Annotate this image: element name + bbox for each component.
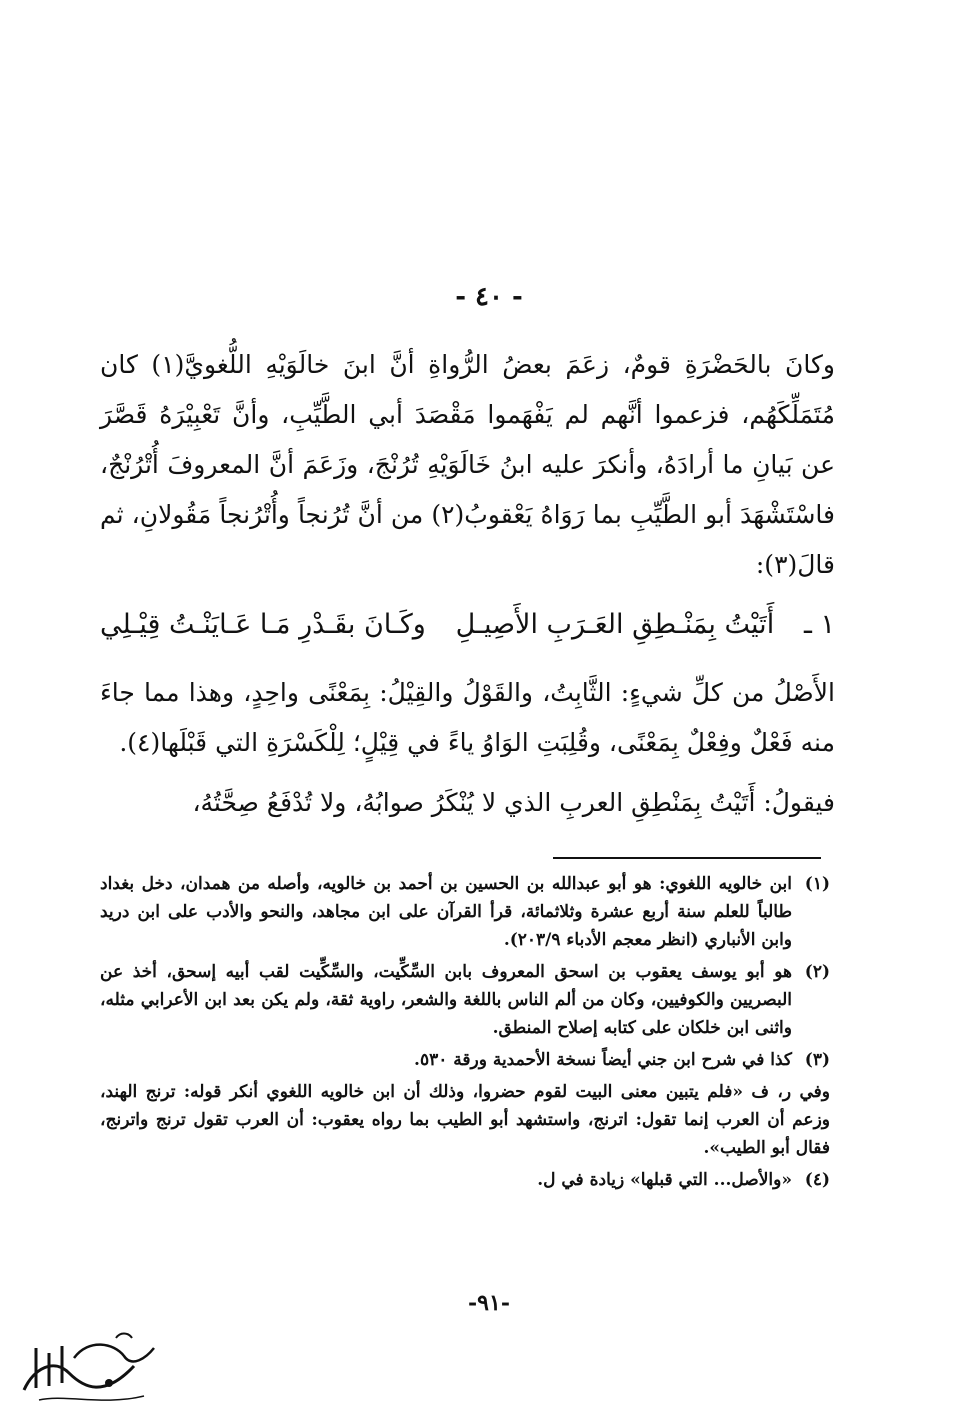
footnote-text: ابن خالويه اللغوي: هو أبو عبدالله بن الحسين بن أحمد بن خالويه، وأصله من همدان، دخل بغداد طالباً للعلم سنة أربع عشرة وثلاثمائة، قرأ القرآن على ابن مجاهد، والنحو والأدب على ابن دريد وابن الأنباري (انظر معجم الأدباء ٢٠٣/٩). [100,874,792,950]
body-paragraph: وكانَ بالحَضْرَةِ قومٌ، زعَمَ بعضُ الرُّواةِ أنَّ ابنَ خالَوَيْهِ اللُّغويَّ(١) كان مُتَمَلِّكَهُم، فزعموا أنَّهم لم يَفْهَموا مَقْصَدَ أبي الطَّيِّبِ، وأنَّ تَعْبِيْرَهُ قَصَّرَ عن بَيانِ ما أرادَهُ، وأنكرَ عليه ابنُ خَالَوَيْهِ تُرُنْجَ، وزَعَمَ أنَّ المعروفَ أُتْرُنْجٌ، فاسْتَشْهَدَ أبو الطَّيِّبِ بما رَوَاهُ يَعْقوبُ(٢) من أنَّ تُرُنجاً وأُتْرُنجاً مَقُولانِ، ثم قالَ(٣): [100,350,835,579]
footnote-3-continuation: وفي ر، ف «فلم يتبين معنى البيت لقوم حضروا، وذلك أن ابن خالويه اللغوي أنكر قوله: ترنج الهند، وزعم أن العرب إنما تقول: اترنج، واستشهد أبو الطيب بما رواه يعقوب: أن العرب تقول ترنج واترنج، فقال أبو الطيب». [100,1082,830,1158]
footnote-number: (٢) [804,962,830,982]
verse-first-hemistich: أَتَيْتُ بِمَنْـطِقِ العَـرَبِ الأَصِيـلِ [455,609,775,640]
commentary-paragraph-1: الأَصْلُ من كلِّ شيءٍ: الثَّابِتُ، والقَوْلُ والقِيْلُ: بِمَعْنًى واحِدٍ، وهذا مما جاءَ منه فَعْلٌ وفِعْلٌ بِمَعْنًى، وقُلِبَتِ الوَاوُ ياءً في قِيْلٍ؛ لِلْكَسْرَةِ التي قَبْلَها(٤). [100,678,835,757]
footnote-2 [100,958,830,1042]
bottom-page-number: -٩١- [468,1290,510,1316]
poem-verse [100,600,835,650]
footnote-number: (٤) [804,1170,830,1190]
footnote-text: كذا في شرح ابن جني أيضاً نسخة الأحمدية ورقة ٥٣٠. [414,1050,792,1070]
footnote-4 [100,1166,830,1194]
footnotes [100,870,830,1198]
calligraphy-stamp-logo [14,1328,164,1408]
footnote-text: هو أبو يوسف يعقوب بن اسحق المعروف بابن السِّكِّيت، والسِّكِّيت لقب أبيه إسحق، أخذ عن البصريين والكوفيين، وكان من ألم الناس باللغة والشعر، راوية ثقة، ولم يكن بعد ابن الأعرابي مثله، واثنى ابن خلكان على كتابه إصلاح المنطق. [100,962,792,1038]
footnote-number: (٣) [804,1050,830,1070]
commentary-paragraph-2: فيقولُ: أَتَيْتُ بِمَنْطِقِ العربِ الذي لا يُنْكَرُ صوابُهُ، ولا تُدْفَعُ صِحَّتُهُ، [192,788,835,817]
footnote-3 [100,1046,830,1074]
verse-number: ١ ـ [803,609,835,640]
footnote-divider [553,857,821,859]
footnote-number: (١) [804,874,830,894]
verse-commentary [100,668,835,828]
footnote-1 [100,870,830,954]
verse-second-hemistich: وكَـانَ بقَـدْرِ مَـا عَـايَنْـتُ قِيْـلِي [100,609,426,640]
main-paragraph [100,340,835,590]
footnote-text: «والأصل... التي قبلها» زيادة في ل. [537,1170,792,1190]
top-page-number: - ٤٠ - [455,282,523,312]
